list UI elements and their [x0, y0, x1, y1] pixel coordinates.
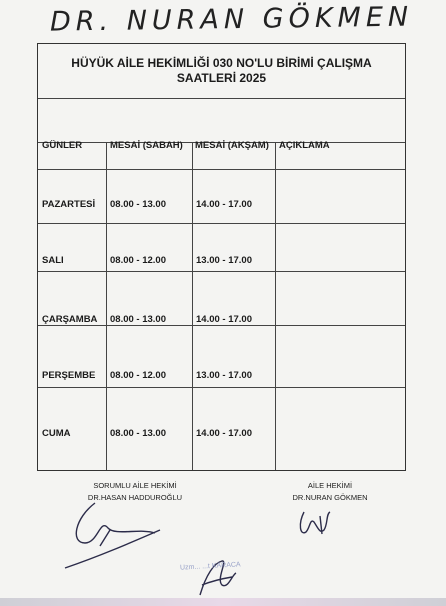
- left-signer-name: DR.HASAN HADDUROĞLU: [87, 493, 183, 502]
- evening-hours-cell: 14.00 - 17.00: [196, 314, 252, 325]
- column-divider: [275, 142, 276, 470]
- column-header-note: AÇIKLAMA: [279, 140, 330, 151]
- row-divider: [38, 387, 405, 388]
- evening-hours-cell: 13.00 - 17.00: [196, 370, 252, 381]
- column-divider: [106, 142, 107, 470]
- day-cell: PAZARTESİ: [42, 199, 96, 210]
- day-cell: SALI: [42, 255, 64, 266]
- evening-hours-cell: 13.00 - 17.00: [196, 255, 252, 266]
- morning-hours-cell: 08.00 - 13.00: [110, 199, 166, 210]
- evening-hours-cell: 14.00 - 17.00: [196, 199, 252, 210]
- row-divider: [38, 271, 405, 272]
- day-cell: ÇARŞAMBA: [42, 314, 98, 325]
- handwritten-doctor-name: DR. NURAN GÖKMEN: [49, 1, 414, 38]
- evening-hours-cell: 14.00 - 17.00: [196, 428, 252, 439]
- morning-hours-cell: 08.00 - 12.00: [110, 255, 166, 266]
- column-header-evening: MESAİ (AKŞAM): [195, 140, 269, 151]
- day-cell: PERŞEMBE: [42, 370, 96, 381]
- right-signer-role: AİLE HEKİMİ: [307, 481, 353, 490]
- morning-hours-cell: 08.00 - 12.00: [110, 370, 166, 381]
- day-cell: CUMA: [42, 428, 71, 439]
- left-signature-mark: [60, 498, 170, 578]
- right-signature-mark: [296, 504, 336, 544]
- column-header-morning: MESAİ (SABAH): [110, 140, 183, 151]
- right-signature-block: [270, 480, 390, 504]
- column-header-days: GÜNLER: [42, 140, 83, 151]
- left-signer-role: SORUMLU AİLE HEKİMİ: [93, 481, 177, 490]
- table-title: HÜYÜK AİLE HEKİMLİĞİ 030 NO'LU BİRİMİ ÇALIŞMA SAATLERİ 2025: [38, 44, 405, 99]
- morning-hours-cell: 08.00 - 13.00: [110, 428, 166, 439]
- row-divider: [38, 223, 405, 224]
- stamp-text: Uzm... ...t KARACA: [179, 561, 241, 572]
- scan-edge: [0, 598, 446, 606]
- row-divider: [38, 169, 405, 170]
- morning-hours-cell: 08.00 - 13.00: [110, 314, 166, 325]
- right-signer-name: DR.NURAN GÖKMEN: [292, 493, 368, 502]
- column-divider: [192, 142, 193, 470]
- working-hours-table: [37, 43, 406, 471]
- row-divider: [38, 325, 405, 326]
